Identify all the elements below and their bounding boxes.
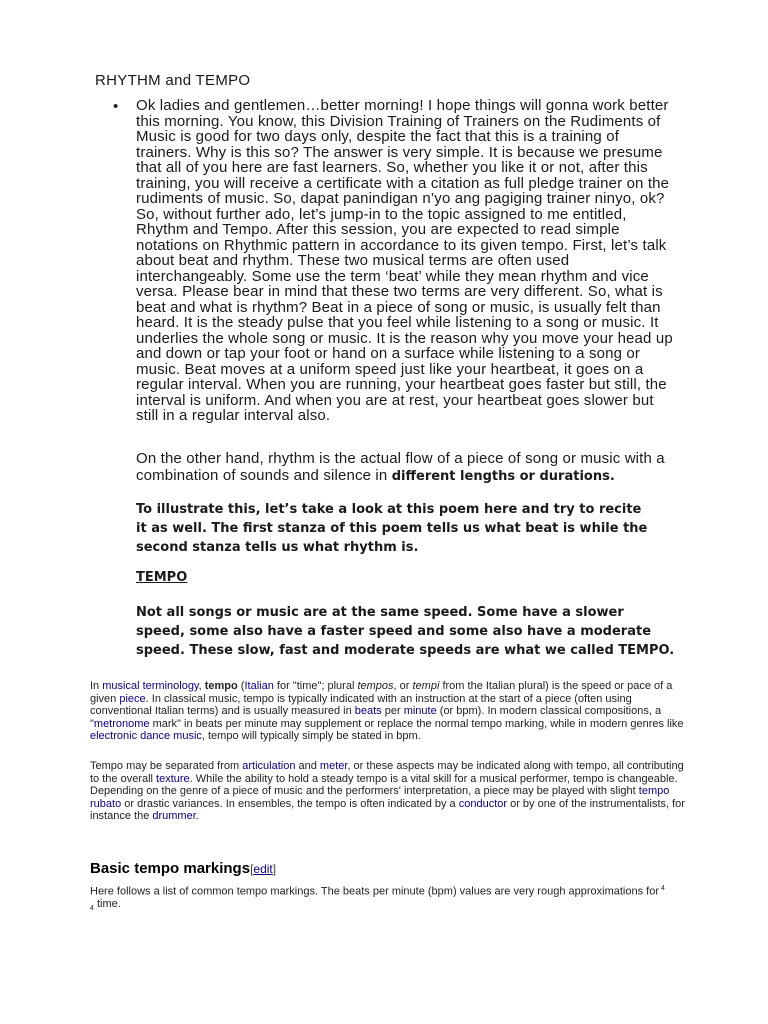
link-articulation[interactable]: articulation bbox=[242, 760, 296, 772]
rhythm-paragraph-text: On the other hand, rhythm is the actual flow of a piece of song or music with a combination of sounds and silence in bbox=[136, 450, 665, 484]
link-drummer[interactable]: drummer bbox=[152, 810, 196, 822]
wiki-text: or by one of the instrumentalists, for instance the bbox=[90, 797, 685, 822]
time-signature-top: 4 bbox=[661, 885, 665, 892]
wiki-text: from the Italian plural) is the speed or pace of a given bbox=[90, 680, 673, 705]
wiki-text: mark" in beats per minute may supplement or replace the normal tempo marking, while in modern genres like bbox=[149, 717, 684, 730]
wiki-text: Tempo may be separated from bbox=[90, 760, 243, 772]
wiki-tempo-variation bbox=[90, 760, 690, 823]
wiki-tempo-list-intro bbox=[90, 883, 690, 916]
edit-bracket-close: ] bbox=[272, 862, 277, 876]
term-tempos: tempos bbox=[357, 680, 394, 692]
wiki-text: and bbox=[295, 760, 320, 772]
wiki-text: , or bbox=[393, 680, 413, 692]
tempo-heading: TEMPO bbox=[136, 570, 188, 585]
rhythm-paragraph bbox=[136, 450, 681, 485]
link-minute[interactable]: minute bbox=[403, 705, 437, 717]
link-italian[interactable]: Italian bbox=[244, 680, 274, 692]
link-piece[interactable]: piece bbox=[119, 692, 146, 705]
wiki-text: . While the ability to hold a steady tempo is a vital skill for a musical performer, tempo is changeable. Depending on the genre of a piece of music and the performers' interpretation, a piece may be played with slight bbox=[90, 772, 678, 797]
wiki-text: Here follows a list of common tempo markings. The beats per minute (bpm) values are very rough approximations for bbox=[90, 885, 659, 898]
wiki-text: , bbox=[198, 680, 205, 692]
section-heading bbox=[90, 860, 276, 877]
wiki-text: , tempo will typically simply be stated in bpm. bbox=[201, 730, 421, 742]
wiki-text: , or these aspects may be indicated along with tempo, all contributing to the overall bbox=[90, 760, 684, 785]
wiki-text: . In classical music, tempo is typically indicated with an instruction at the start of a piece (often using conventional Italian terms) and is usually measured in bbox=[90, 692, 632, 717]
link-tempo-rubato[interactable]: tempo rubato bbox=[90, 785, 670, 810]
link-texture[interactable]: texture bbox=[156, 772, 190, 785]
link-musical-terminology[interactable]: musical terminology bbox=[102, 680, 199, 692]
wiki-text: for "time"; plural bbox=[273, 680, 358, 692]
wiki-tempo-definition bbox=[90, 680, 690, 743]
link-conductor[interactable]: conductor bbox=[458, 797, 508, 810]
link-meter[interactable]: meter bbox=[319, 760, 348, 772]
wiki-text: or drastic variances. In ensembles, the tempo is often indicated by a bbox=[121, 797, 459, 810]
wiki-text: . bbox=[195, 810, 199, 822]
edit-link[interactable]: edit bbox=[253, 862, 273, 876]
edit-bracket-open: [ bbox=[250, 862, 254, 876]
wiki-text: (or bpm). In modern classical compositions, a " bbox=[90, 705, 662, 730]
time-signature-bottom: 4 bbox=[90, 905, 94, 913]
tempo-paragraph: Not all songs or music are at the same speed. Some have a slower speed, some also have a faster speed and some also have a moderate speed. These slow, fast and moderate speeds are what we called TEMPO. bbox=[136, 605, 675, 658]
poem-paragraph: To illustrate this, let’s take a look at this poem here and try to recite it as well. The first stanza of this poem tells us what beat is while the second stanza tells us what rhythm is. bbox=[136, 502, 648, 555]
wiki-text: ( bbox=[237, 680, 245, 692]
term-tempo: tempo bbox=[204, 680, 238, 692]
link-electronic-dance-music[interactable]: electronic dance music bbox=[90, 730, 202, 742]
link-metronome[interactable]: metronome bbox=[93, 717, 150, 730]
intro-paragraph: Ok ladies and gentlemen…better morning! I hope things will gonna work better this morning. You know, this Division Training of Trainers on the Rudiments of Music is good for two days only, despite the fact that this is a training of trainers. Why is this so? The answer is very simple. It is because we presume that all of you here are fast learners. So, whether you like it or not, after this training, you will receive a certificate with a citation as full pledge trainer on the rudiments of music. So, dapat panindigan n’yo ang pagiging trainer ninyo, ok? So, without further ado, let’s jump-in to the topic assigned to me entitled, Rhythm and Tempo. After this session, you are expected to read simple notations on Rhythmic pattern in accordance to its given tempo. First, let’s talk about beat and rhythm. These two musical terms are often used interchangeably. Some use the term ‘beat’ while they mean rhythm and vice versa. Please bear in mind that these two terms are very different. So, what is beat and what is rhythm? Beat in a piece of song or music, is usually felt than heard. It is the steady pulse that you feel while listening to a song or music. It underlies the whole song or music. It is the reason why you move your head up and down or tap your foot or hand on a surface while listening to a song or music. Beat moves at a uniform speed just like your heartbeat, it goes on a regular interval. When you are running, your heartbeat goes faster but still, the interval is uniform. And when you are at rest, your heartbeat goes slower but still in a regular interval also. bbox=[136, 97, 673, 424]
section-title: Basic tempo markings bbox=[90, 860, 251, 877]
wiki-text: per bbox=[381, 705, 404, 717]
wiki-text: time. bbox=[93, 898, 121, 911]
link-beats[interactable]: beats bbox=[354, 705, 382, 717]
bullet-icon: • bbox=[113, 98, 119, 115]
bullet-list-item bbox=[113, 98, 673, 424]
wiki-text: In bbox=[90, 680, 103, 692]
page-title: RHYTHM and TEMPO bbox=[95, 72, 251, 89]
term-tempi: tempi bbox=[412, 680, 440, 692]
rhythm-paragraph-bold: different lengths or durations. bbox=[391, 469, 615, 484]
